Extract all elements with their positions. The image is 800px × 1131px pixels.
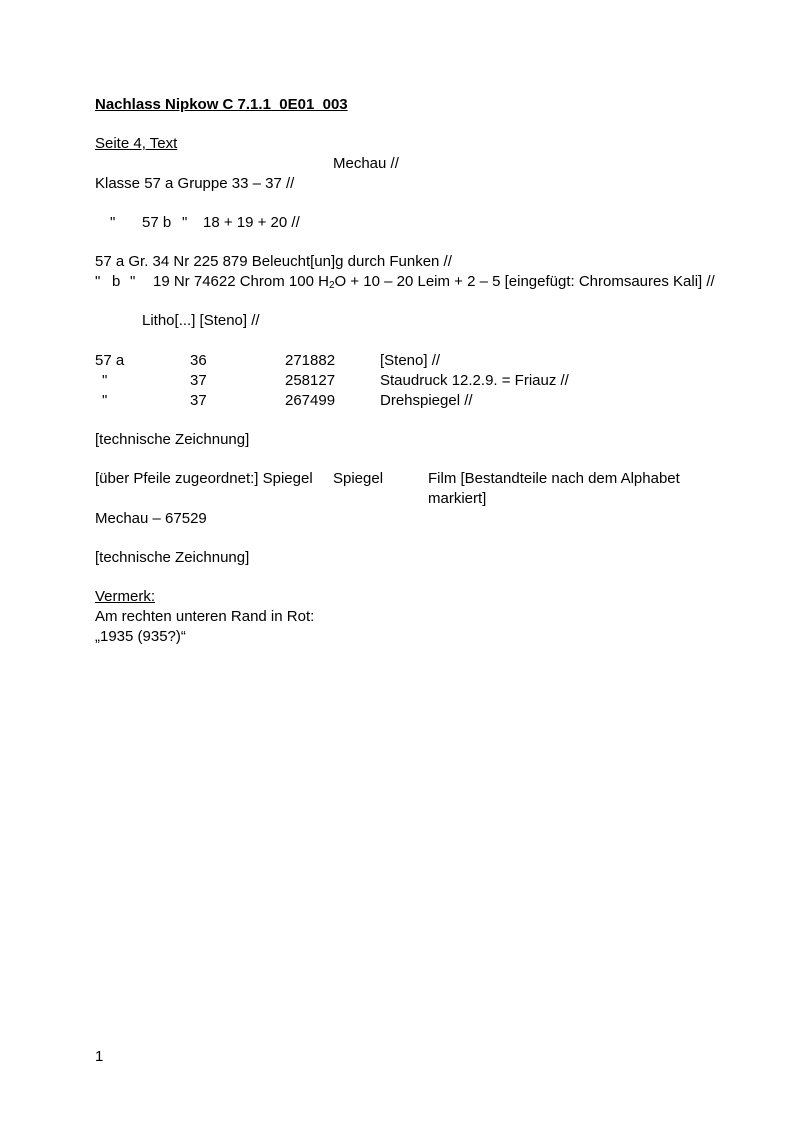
vermerk-line-2: „1935 (935?)“ <box>95 628 186 645</box>
litho-line: Litho[...] [Steno] // <box>142 312 260 329</box>
vermerk-line-1: Am rechten unteren Rand in Rot: <box>95 608 315 625</box>
section-heading: Seite 4, Text <box>95 135 178 152</box>
technical-drawing-note-2: [technische Zeichnung] <box>95 549 250 566</box>
table-row-3-col4: Drehspiegel // <box>380 392 473 409</box>
mechau-number: Mechau – 67529 <box>95 510 207 527</box>
chrom-line-pre: 19 Nr 74622 Chrom 100 H <box>153 273 329 290</box>
table-row-1-col3: 271882 <box>285 352 336 369</box>
chrom-line-subscript: 2 <box>328 280 335 291</box>
table-row-3-col3: 267499 <box>285 392 336 409</box>
table-row-2-col4: Staudruck 12.2.9. = Friauz // <box>380 372 569 389</box>
table-row-3-col2: 37 <box>190 392 207 409</box>
table-row-1-col4: [Steno] // <box>380 352 441 369</box>
ditto-mark: " <box>95 273 101 290</box>
ditto-mark: " <box>130 273 136 290</box>
line-57b-numbers: 18 + 19 + 20 // <box>203 214 300 231</box>
gr34-line: 57 a Gr. 34 Nr 225 879 Beleucht[un]g durch Funken // <box>95 253 452 270</box>
film-line-1: Film [Bestandteile nach dem Alphabet <box>428 470 680 487</box>
table-row-2-col1: " <box>102 372 108 389</box>
klasse-line: Klasse 57 a Gruppe 33 – 37 // <box>95 175 295 192</box>
technical-drawing-note-1: [technische Zeichnung] <box>95 431 250 448</box>
arrows-label: [über Pfeile zugeordnet:] Spiegel <box>95 470 313 487</box>
chrom-line-post: O + 10 – 20 Leim + 2 – 5 [eingefügt: Chromsaures Kali] // <box>334 273 715 290</box>
spiegel-label: Spiegel <box>333 470 384 487</box>
line-57b-code: 57 b <box>142 214 172 231</box>
page-number: 1 <box>95 1048 104 1065</box>
ditto-mark: " <box>110 214 116 231</box>
table-row-3-col1: " <box>102 392 108 409</box>
film-line-2: markiert] <box>428 490 487 507</box>
mechau-heading: Mechau // <box>333 155 399 172</box>
table-row-1-col1: 57 a <box>95 352 125 369</box>
ditto-mark: " <box>182 214 188 231</box>
b-label: b <box>112 273 121 290</box>
document-title: Nachlass Nipkow C 7.1.1_0E01_003 <box>95 96 348 113</box>
table-row-2-col2: 37 <box>190 372 207 389</box>
table-row-2-col3: 258127 <box>285 372 336 389</box>
table-row-1-col2: 36 <box>190 352 207 369</box>
chrom-line <box>153 272 715 296</box>
vermerk-label: Vermerk: <box>95 588 156 605</box>
